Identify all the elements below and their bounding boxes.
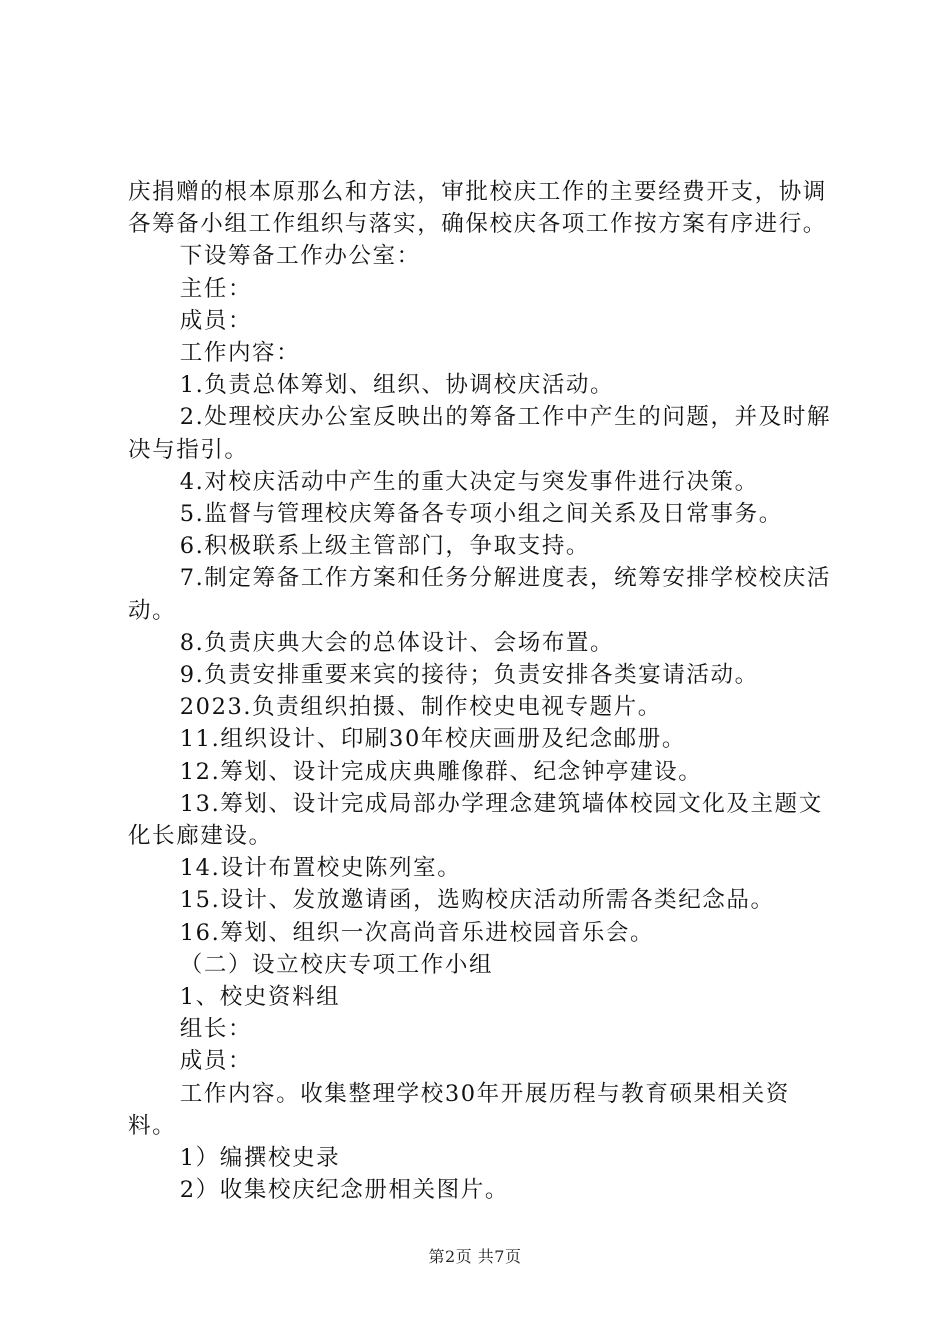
list-item: 7.制定筹备工作方案和任务分解进度表，统筹安排学校校庆活动。 bbox=[128, 565, 832, 624]
list-item: 2）收集校庆纪念册相关图片。 bbox=[179, 1177, 509, 1204]
page-number-footer: 第2页 共7页 bbox=[428, 1247, 522, 1266]
list-item: 2.处理校庆办公室反映出的筹备工作中产生的问题，并及时解决与指引。 bbox=[128, 404, 832, 463]
list-item: 9.负责安排重要来宾的接待；负责安排各类宴请活动。 bbox=[179, 662, 759, 689]
document-body bbox=[128, 176, 832, 1207]
list-item: 14.设计布置校史陈列室。 bbox=[179, 855, 462, 882]
paragraph-work-content: 工作内容。收集整理学校30年开展历程与教育硕果相关资料。 bbox=[128, 1080, 790, 1139]
paragraph-director: 主任： bbox=[179, 275, 253, 302]
paragraph-continuation: 庆捐赠的根本原那么和方法，审批校庆工作的主要经费开支，协调各筹备小组工作组织与落实，确保校庆各项工作按方案有序进行。 bbox=[128, 179, 827, 238]
paragraph-work-content: 工作内容： bbox=[179, 340, 301, 367]
paragraph-members: 成员： bbox=[179, 307, 253, 334]
subsection-heading: 1、校史资料组 bbox=[179, 984, 341, 1011]
list-item: 2023.负责组织拍摄、制作校史电视专题片。 bbox=[179, 694, 662, 721]
list-item: 11.组织设计、印刷30年校庆画册及纪念邮册。 bbox=[179, 726, 686, 753]
list-item: 5.监督与管理校庆筹备各专项小组之间关系及日常事务。 bbox=[179, 501, 783, 528]
list-item: 12.筹划、设计完成庆典雕像群、纪念钟亭建设。 bbox=[179, 758, 703, 785]
list-item: 1.负责总体筹划、组织、协调校庆活动。 bbox=[179, 372, 615, 399]
list-item: 6.积极联系上级主管部门，争取支持。 bbox=[179, 533, 591, 560]
list-item: 13.筹划、设计完成局部办学理念建筑墙体校园文化及主题文化长廊建设。 bbox=[128, 790, 823, 850]
list-item: 1）编撰校史录 bbox=[179, 1145, 341, 1172]
paragraph-members: 成员： bbox=[179, 1048, 253, 1075]
list-item: 16.筹划、组织一次高尚音乐进校园音乐会。 bbox=[179, 919, 655, 946]
paragraph-group-leader: 组长： bbox=[179, 1016, 253, 1043]
list-item: 4.对校庆活动中产生的重大决定与突发事件进行决策。 bbox=[179, 468, 759, 495]
list-item: 15.设计、发放邀请函，选购校庆活动所需各类纪念品。 bbox=[179, 887, 775, 914]
section-heading: （二）设立校庆专项工作小组 bbox=[179, 951, 494, 978]
paragraph-office-heading: 下设筹备工作办公室： bbox=[179, 243, 421, 270]
list-item: 8.负责庆典大会的总体设计、会场布置。 bbox=[179, 629, 615, 656]
